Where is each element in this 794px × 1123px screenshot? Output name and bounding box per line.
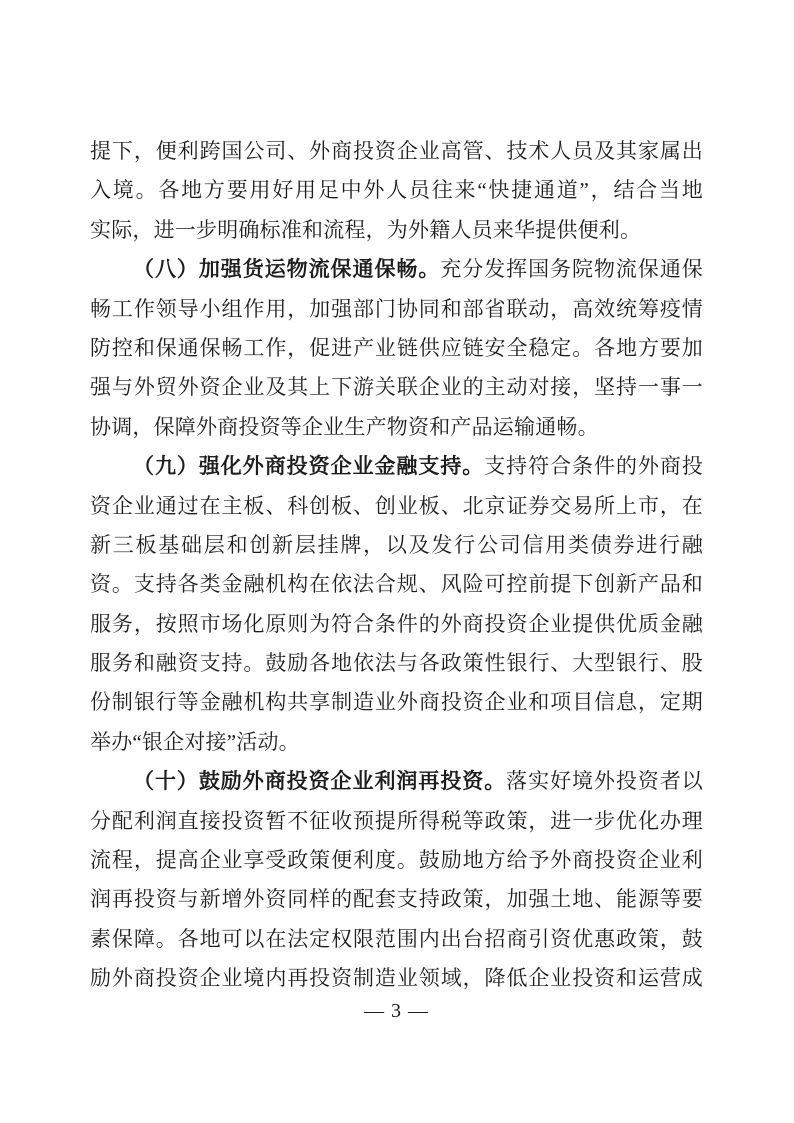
text-line: 励外商投资企业境内再投资制造业领域，降低企业投资和运营成 <box>90 966 703 991</box>
text-line <box>90 250 703 289</box>
text-line: 资。支持各类金融机构在依法合规、风险可控前提下创新产品和 <box>90 572 703 597</box>
text-line: 提下，便利跨国公司、外商投资企业高管、技术人员及其家属出 <box>90 139 703 163</box>
clause-8-text: 充分发挥国务院物流保通保 <box>440 257 703 282</box>
text-line: 协调，保障外商投资等企业生产物资和产品运输通畅。 <box>90 414 599 439</box>
text-line: 防控和保通保畅工作，促进产业链供应链安全稳定。各地方要加 <box>90 335 703 360</box>
text-line: 实际，进一步明确标准和流程，为外籍人员来华提供便利。 <box>90 217 642 242</box>
text-line: 润再投资与新增外资同样的配套支持政策，加强土地、能源等要 <box>90 887 703 912</box>
text-line: 分配利润直接投资暂不征收预提所得税等政策，进一步优化办理 <box>90 808 703 833</box>
clause-9-heading: （九）强化外商投资企业金融支持。 <box>133 454 485 479</box>
text-line <box>90 762 703 801</box>
clause-10-text: 落实好境外投资者以 <box>506 769 703 794</box>
text-line <box>90 447 703 486</box>
page-number: — 3 — <box>364 1000 429 1022</box>
text-line: 新三板基础层和创新层挂牌，以及发行公司信用类债券进行融 <box>90 532 703 557</box>
text-line: 举办“银企对接”活动。 <box>90 729 300 754</box>
text-line: 份制银行等金融机构共享制造业外商投资企业和项目信息，定期 <box>90 690 703 715</box>
text-line: 服务和融资支持。鼓励各地依法与各政策性银行、大型银行、股 <box>90 651 703 676</box>
text-line: 强与外贸外资企业及其上下游关联企业的主动对接，坚持一事一 <box>90 375 703 400</box>
clause-9-text: 支持符合条件的外商投 <box>484 454 704 479</box>
text-line: 流程，提高企业享受政策便利度。鼓励地方给予外商投资企业利 <box>90 848 703 873</box>
text-line: 资企业通过在主板、科创板、创业板、北京证券交易所上市，在 <box>90 493 703 518</box>
text-line: 服务，按照市场化原则为符合条件的外商投资企业提供优质金融 <box>90 611 703 636</box>
text-line: 入境。各地方要用好用足中外人员往来“快捷通道”，结合当地 <box>90 178 703 203</box>
text-line: 畅工作领导小组作用，加强部门协同和部省联动，高效统筹疫情 <box>90 296 703 321</box>
clause-8-heading: （八）加强货运物流保通保畅。 <box>133 257 441 282</box>
text-line: 素保障。各地可以在法定权限范围内出台招商引资优惠政策，鼓 <box>90 926 703 951</box>
document-body <box>90 132 703 999</box>
clause-10-heading: （十）鼓励外商投资企业利润再投资。 <box>133 769 507 794</box>
